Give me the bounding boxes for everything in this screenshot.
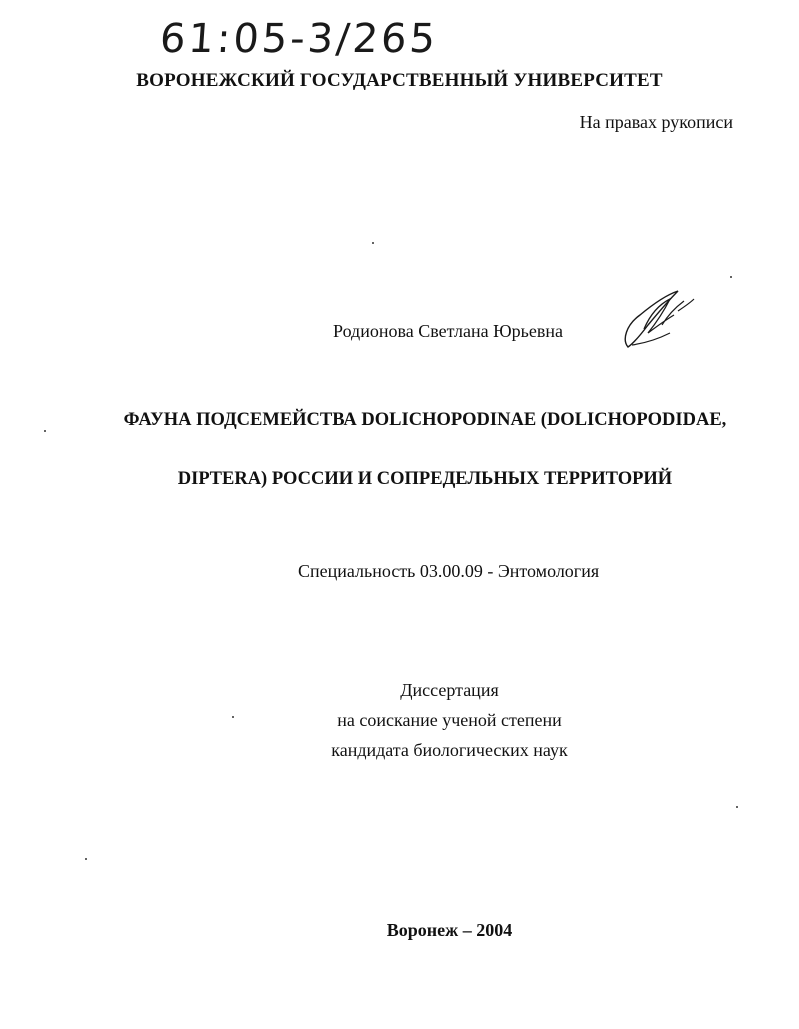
scan-speck — [730, 276, 732, 278]
scan-speck — [736, 806, 738, 808]
university-name: ВОРОНЕЖСКИЙ ГОСУДАРСТВЕННЫЙ УНИВЕРСИТЕТ — [136, 70, 663, 91]
dissertation-title-line-2: DIPTERA) РОССИИ И СОПРЕДЕЛЬНЫХ ТЕРРИТОРИЙ — [177, 469, 673, 489]
degree-name-line: кандидата биологических наук — [331, 740, 568, 760]
dissertation-label: Диссертация — [400, 680, 499, 700]
scan-speck — [44, 430, 46, 432]
dissertation-title-line-1: ФАУНА ПОДСЕМЕЙСТВА DOLICHOPODINAE (DOLICHOPODIDAE, — [123, 410, 727, 430]
author-name: Родионова Светлана Юрьевна — [333, 321, 563, 341]
degree-purpose-line: на соискание ученой степени — [337, 710, 562, 730]
scan-speck — [232, 716, 234, 718]
archive-number-handwritten: 61:05-3/265 — [158, 16, 440, 62]
author-signature — [618, 285, 698, 355]
specialty-line: Специальность 03.00.09 - Энтомология — [298, 561, 600, 581]
manuscript-rights-note: На правах рукописи — [579, 112, 733, 132]
city-and-year: Воронеж – 2004 — [386, 920, 513, 940]
scan-speck — [372, 242, 374, 244]
scan-speck — [85, 858, 87, 860]
